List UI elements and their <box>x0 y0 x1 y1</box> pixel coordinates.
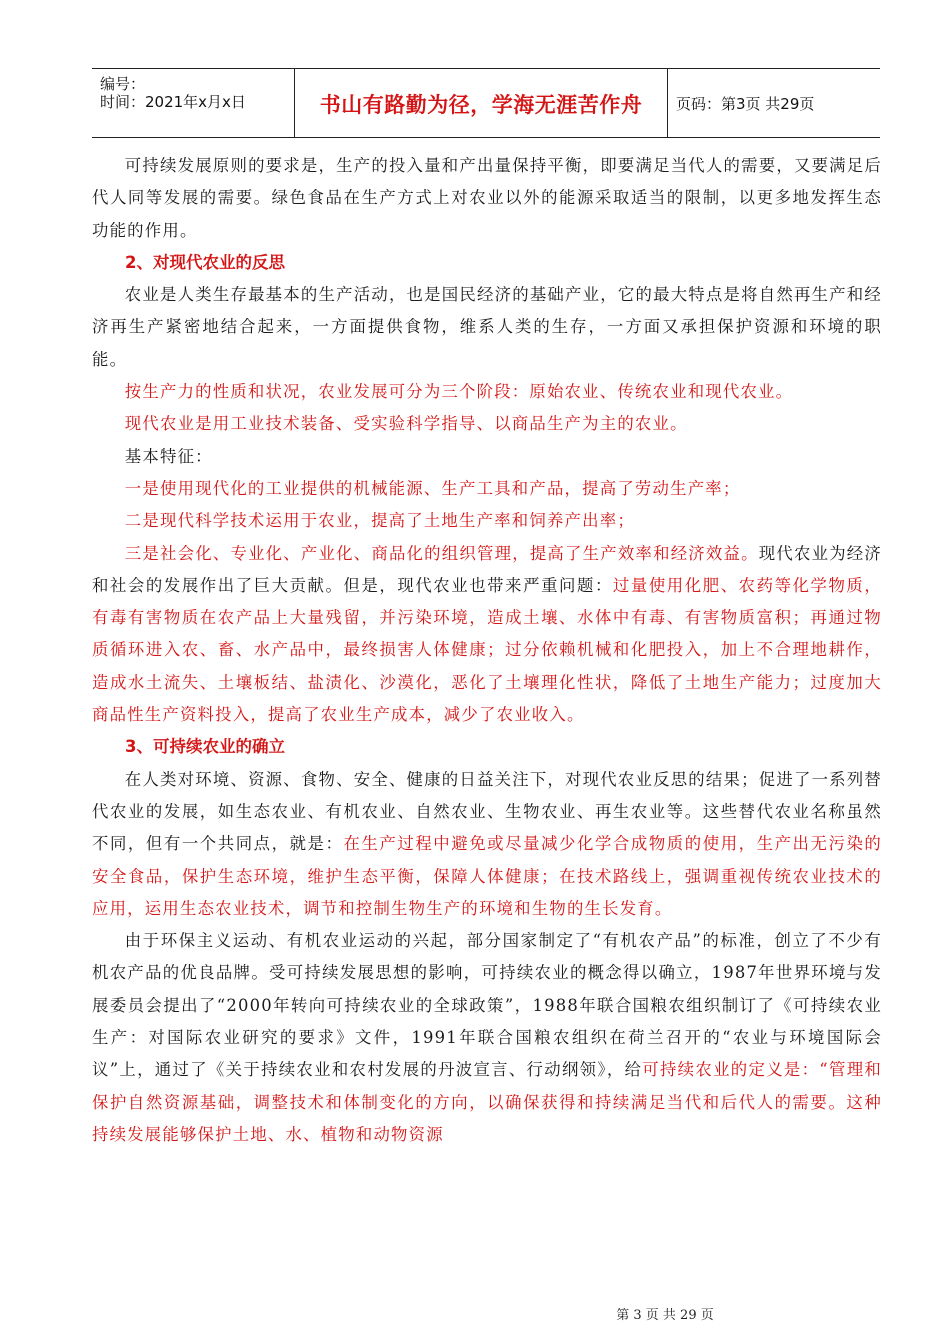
paragraph-sustainable-agriculture-history <box>92 925 882 1151</box>
document-body <box>92 150 882 1151</box>
footer-page-number: 第 3 页 共 29 页 <box>616 1308 714 1323</box>
modern-agriculture-contribution-text: 现代农业为经济和社会的发展作出了巨大贡献。但是，现代农业也带来严重问题： <box>92 543 882 595</box>
sustainable-definition-text: 可持续农业的定义是：“管理和保护自然资源基础，调整技术和体制变化的方向，以确保获得和持续满足当代和后代人的需要。这种持续发展能够保护土地、水、植物和动物资源 <box>92 1060 882 1144</box>
paragraph-sustainability-principle: 可持续发展原则的要求是，生产的投入量和产出量保持平衡，即要满足当代人的需要，又要满足后代人同等发展的需要。绿色食品在生产方式上对农业以外的能源采取适当的限制，以更多地发挥生态功能的作用。 <box>92 156 882 240</box>
page-footer <box>0 1304 950 1323</box>
header-table <box>92 68 880 138</box>
modern-agriculture-problems-text: 过量使用化肥、农药等化学物质，有毒有害物质在农产品上大量残留，并污染环境，造成土壤、水体中有毒、有害物质富积；再通过物质循环进入农、畜、水产品中，最终损害人体健康；过分依赖机械和化肥投入，加上不合理地耕作，造成水土流失、土壤板结、盐渍化、沙漠化，恶化了土壤理化性状，降低了土地生产能力；过度加大商品性生产资料投入，提高了农业生产成本，减少了农业收入。 <box>92 575 882 725</box>
header-motto: 书山有路勤为径，学海无涯苦作舟 <box>319 93 643 117</box>
paragraph-feature-two: 二是现代科学技术运用于农业，提高了土地生产率和饲养产出率； <box>124 511 635 531</box>
alternative-agriculture-intro-text: 在人类对环境、资源、食物、安全、健康的日益关注下，对现代农业反思的结果；促进了一系列替代农业的发展，如生态农业、有机农业、自然农业、生物农业、再生农业等。这些替代农业名称虽然不同，但有一个共同点，就是： <box>92 769 882 854</box>
paragraph-three-stages: 按生产力的性质和状况，农业发展可分为三个阶段：原始农业、传统农业和现代农业。 <box>124 382 794 402</box>
paragraph-basic-features-label: 基本特征： <box>124 446 213 466</box>
section-heading-2: 2、对现代农业的反思 <box>125 252 285 272</box>
header-left-cell <box>92 69 294 137</box>
alternative-agriculture-common-point-text: 在生产过程中避免或尽量减少化学合成物质的使用，生产出无污染的安全食品，保护生态环境，维护生态平衡，保障人体健康；在技术路线上，强调重视传统农业技术的应用，运用生态农业技术，调节和控制生物生产的环境和生物的生长发育。 <box>92 834 882 918</box>
header-page-cell <box>666 69 880 137</box>
feature-three-text: 三是社会化、专业化、产业化、商品化的组织管理，提高了生产效率和经济效益。 <box>124 543 759 563</box>
paragraph-feature-three-and-problems <box>92 538 882 732</box>
sustainable-history-text: 由于环保主义运动、有机农业运动的兴起，部分国家制定了“有机农产品”的标准，创立了不少有机农产品的优良品牌。受可持续发展思想的影响，可持续农业的概念得以确立，1987年世界环境与发展委员会提出了“2000年转向可持续农业的全球政策”，1988年联合国粮农组织制订了《可持续农业生产：对国际农业研究的要求》文件，1991年联合国粮农组织在荷兰召开的“农业与环境国际会议”上，通过了《关于持续农业和农村发展的丹波宣言、行动纲领》，给 <box>92 931 882 1080</box>
paragraph-modern-agriculture-definition: 现代农业是用工业技术装备、受实验科学指导、以商品生产为主的农业。 <box>124 414 688 434</box>
header-page-info: 页码：第3页 共29页 <box>676 95 815 113</box>
document-number-label: 编号： <box>100 75 146 93</box>
header-motto-cell <box>294 69 668 137</box>
section-heading-3: 3、可持续农业的确立 <box>125 737 285 757</box>
paragraph-agriculture-basics: 农业是人类生存最基本的生产活动，也是国民经济的基础产业，它的最大特点是将自然再生产和经济再生产紧密地结合起来，一方面提供食物，维系人类的生存，一方面又承担保护资源和环境的职能。 <box>92 285 882 369</box>
paragraph-alternative-agriculture <box>92 764 882 925</box>
document-time-label: 时间：2021年x月x日 <box>100 93 246 111</box>
paragraph-feature-one: 一是使用现代化的工业提供的机械能源、生产工具和产品，提高了劳动生产率； <box>124 478 741 498</box>
